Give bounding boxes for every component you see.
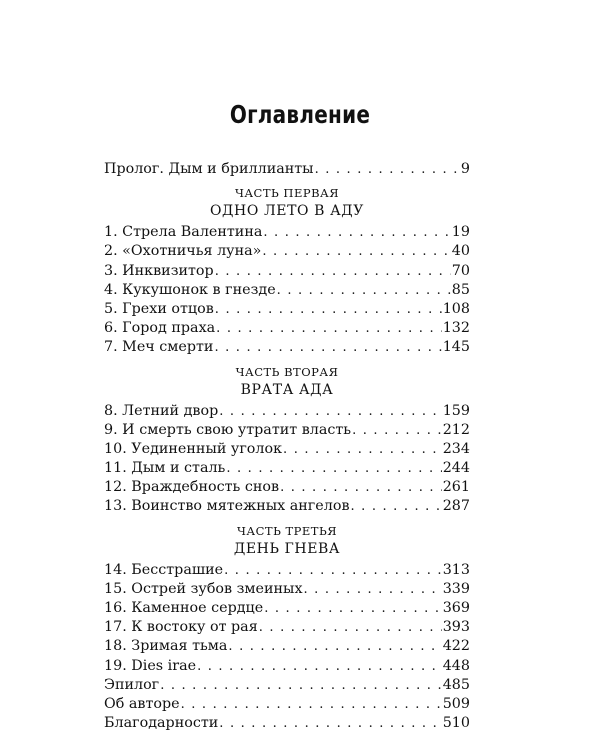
chapter-entry	[104, 580, 470, 599]
entry-title: 16. Каменное сердце	[104, 600, 264, 616]
back-matter-entry	[104, 714, 470, 733]
entry-title: Благодарности	[104, 715, 219, 732]
entry-page: 40	[451, 243, 470, 260]
chapter-entry	[104, 421, 470, 440]
chapter-entry	[104, 402, 470, 421]
entry-title: 17. К востоку от рая	[104, 619, 258, 636]
entry-page: 339	[442, 580, 470, 597]
entry-page: 509	[442, 695, 470, 712]
chapter-entry	[104, 561, 470, 580]
dot-leader	[315, 160, 460, 179]
entry-title: 2. «Охотничья луна»	[104, 243, 262, 260]
part-label: ЧАСТЬ ПЕРВАЯ	[234, 186, 340, 201]
entry-page: 108	[442, 300, 470, 317]
part-label: ЧАСТЬ ВТОРАЯ	[235, 364, 339, 379]
entry-page: 212	[442, 421, 470, 438]
dot-leader	[216, 319, 442, 338]
entry-page: 19	[451, 224, 470, 241]
entry-title: 7. Меч смерти	[104, 339, 214, 356]
entry-page: 448	[442, 657, 470, 674]
dot-leader	[262, 242, 450, 261]
entry-title: 14. Бесстрашие	[104, 561, 224, 578]
chapter-entry	[104, 440, 470, 459]
entry-page: 485	[442, 676, 470, 693]
entry-title: Об авторе	[104, 695, 180, 712]
entry-page: 393	[442, 619, 470, 636]
dot-leader	[259, 618, 442, 637]
chapter-entry	[104, 300, 470, 319]
chapter-entry	[104, 281, 470, 300]
dot-leader	[283, 440, 442, 459]
entry-title: 6. Город праха	[104, 320, 216, 337]
entry-page: 159	[442, 402, 470, 419]
entry-title: 5. Грехи отцов	[104, 300, 214, 317]
dot-leader	[214, 338, 441, 357]
chapter-entry	[104, 637, 470, 656]
entry-title: 10. Уединенный уголок	[104, 440, 283, 457]
dot-leader	[263, 223, 450, 242]
dot-leader	[197, 657, 442, 676]
chapter-entry	[104, 497, 470, 516]
entry-page: 313	[442, 561, 470, 578]
entry-title: 15. Острей зубов змеиных	[104, 580, 303, 597]
chapter-entry	[104, 262, 470, 281]
dot-leader	[351, 497, 442, 516]
entry-title: Пролог. Дым и бриллианты	[104, 161, 314, 177]
entry-page: 422	[442, 638, 470, 655]
entry-page: 85	[451, 281, 470, 298]
dot-leader	[280, 478, 442, 497]
dot-leader	[277, 281, 451, 300]
entry-page: 244	[442, 460, 470, 477]
dot-leader	[226, 459, 441, 478]
dot-leader	[215, 300, 442, 319]
entry-title: 18. Зримая тьма	[104, 638, 228, 655]
entry-page: 261	[442, 479, 470, 496]
prologue-entry	[104, 160, 470, 179]
entry-page: 70	[451, 262, 470, 279]
entry-title: 12. Враждебность снов	[104, 479, 280, 496]
dot-leader	[224, 561, 442, 580]
dot-leader	[215, 262, 451, 281]
entry-page: 145	[442, 339, 470, 356]
entry-page: 369	[442, 600, 470, 616]
dot-leader	[219, 402, 441, 421]
back-matter-entry	[104, 676, 470, 695]
chapter-entry	[104, 242, 470, 261]
chapter-entry	[104, 478, 470, 497]
entry-title: 3. Инквизитор	[104, 262, 214, 279]
dot-leader	[304, 580, 442, 599]
dot-leader	[219, 714, 441, 733]
dot-leader	[352, 421, 442, 440]
entry-page: 234	[442, 440, 470, 457]
entry-title: 13. Воинство мятежных ангелов	[104, 498, 350, 515]
chapter-entry	[104, 319, 470, 338]
table-of-contents	[104, 160, 470, 733]
entry-title: 9. И смерть свою утратит власть	[104, 421, 352, 438]
part-title: ОДНО ЛЕТО В АДУ	[209, 203, 364, 220]
chapter-entry	[104, 459, 470, 478]
entry-title: 19. Dies irae	[104, 657, 197, 674]
entry-page: 132	[442, 320, 470, 337]
dot-leader	[264, 599, 442, 618]
chapter-entry	[104, 618, 470, 637]
part-title: ДЕНЬ ГНЕВА	[233, 540, 341, 557]
entry-page: 9	[460, 161, 470, 177]
chapter-entry	[104, 223, 470, 242]
page-title: Оглавление	[229, 100, 371, 129]
entry-title: 1. Стрела Валентина	[104, 224, 263, 241]
chapter-entry	[104, 338, 470, 357]
chapter-entry	[104, 657, 470, 676]
entry-title: 8. Летний двор	[104, 402, 219, 419]
entry-title: Эпилог	[104, 676, 160, 693]
entry-title: 4. Кукушонок в гнезде	[104, 281, 276, 298]
entry-page: 287	[442, 498, 470, 515]
chapter-entry	[104, 599, 470, 618]
entry-title: 11. Дым и сталь	[104, 460, 226, 477]
back-matter-entry	[104, 695, 470, 714]
part-title: ВРАТА АДА	[240, 381, 334, 398]
dot-leader	[228, 637, 441, 656]
dot-leader	[181, 695, 442, 714]
part-label: ЧАСТЬ ТРЕТЬЯ	[237, 523, 337, 538]
dot-leader	[160, 676, 442, 695]
entry-page: 510	[442, 715, 470, 732]
